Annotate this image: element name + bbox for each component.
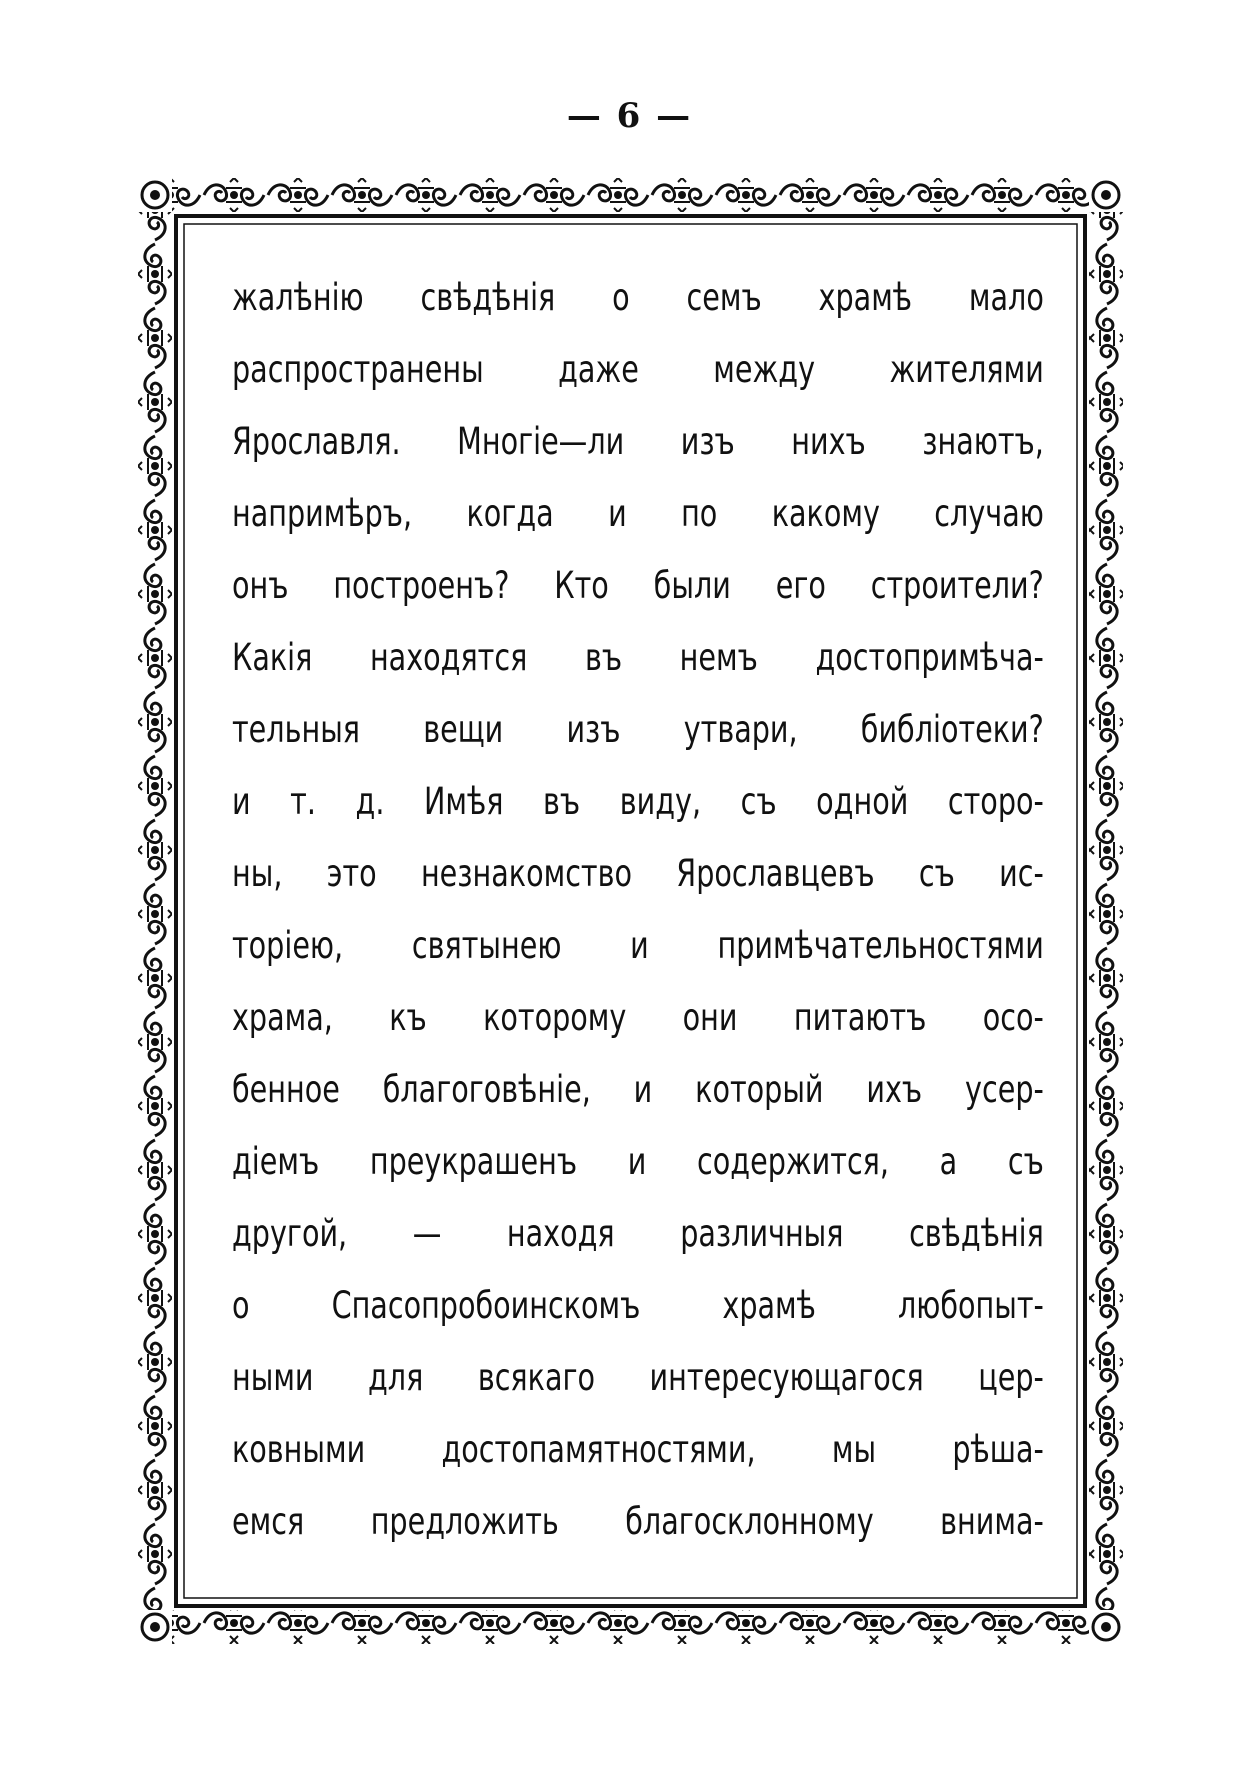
text-line: ными для всякаго интересующагося цер- bbox=[232, 1356, 1044, 1399]
text-line: жалѣнію свѣдѣнія о семъ храмѣ мало bbox=[232, 276, 1044, 319]
text-line: напримѣръ, когда и по какому случаю bbox=[232, 492, 1044, 535]
text-line: Какія находятся въ немъ достопримѣча- bbox=[232, 636, 1044, 679]
text-line: Ярославля. Многіе—ли изъ нихъ знаютъ, bbox=[232, 420, 1044, 463]
text-line: діемъ преукрашенъ и содержится, а съ bbox=[232, 1140, 1044, 1183]
text-line: ны, это незнакомство Ярославцевъ съ ис- bbox=[232, 852, 1044, 895]
text-line: торіею, святынею и примѣчательностями bbox=[232, 924, 1044, 967]
text-line: другой, — находя различныя свѣдѣнія bbox=[232, 1212, 1044, 1255]
text-line: и т. д. Имѣя въ виду, съ одной сторо- bbox=[232, 780, 1044, 823]
text-line: тельныя вещи изъ утвари, библіотеки? bbox=[232, 708, 1044, 751]
text-line: емся предложить благосклонному внима- bbox=[232, 1500, 1044, 1543]
text-line: бенное благоговѣніе, и который ихъ усер- bbox=[232, 1068, 1044, 1111]
text-line: о Спасопробоинскомъ храмѣ любопыт- bbox=[232, 1284, 1044, 1327]
text-line: ковными достопамятностями, мы рѣша- bbox=[232, 1428, 1044, 1471]
body-text bbox=[232, 262, 1044, 1558]
text-line: онъ построенъ? Кто были его строители? bbox=[232, 564, 1044, 607]
text-line: распространены даже между жителями bbox=[232, 348, 1044, 391]
text-line: храма, къ которому они питаютъ осо- bbox=[232, 996, 1044, 1039]
page-number: — 6 — bbox=[566, 96, 693, 136]
